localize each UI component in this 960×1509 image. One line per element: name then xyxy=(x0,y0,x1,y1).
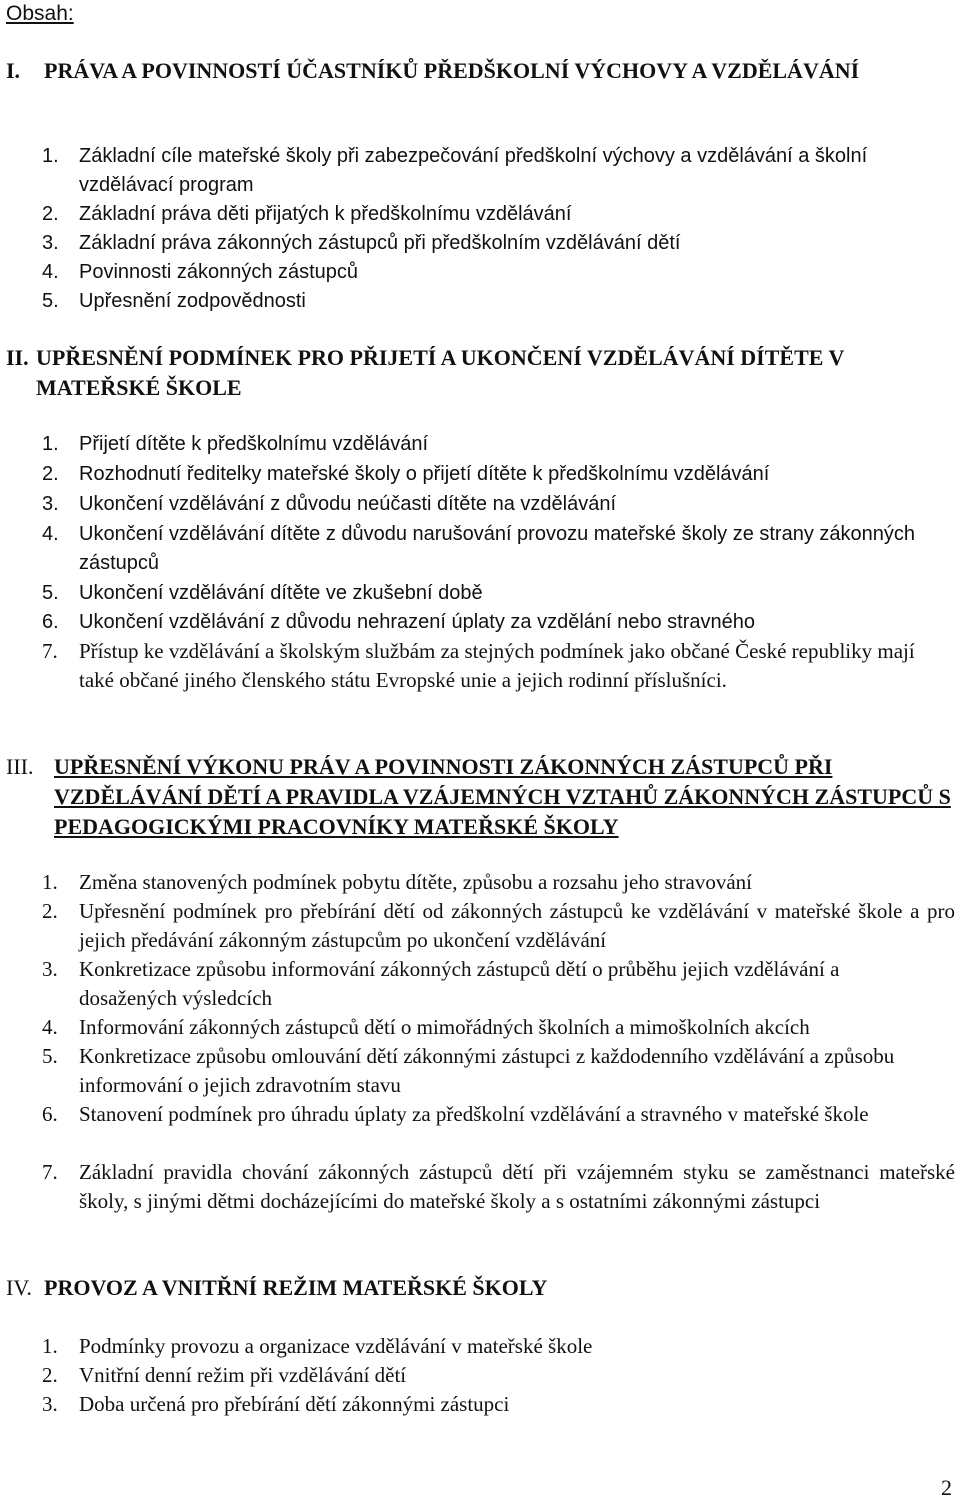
section-title: PROVOZ A VNITŘNÍ REŽIM MATEŘSKÉ ŠKOLY xyxy=(44,1275,548,1300)
item-text: Přijetí dítěte k předškolnímu vzdělávání xyxy=(79,433,429,455)
item-text: Základní cíle mateřské školy při zabezpečování předškolní výchovy a vzdělávání a školní vzdělávací program xyxy=(79,145,868,196)
item-text: Základní práva zákonných zástupců při předškolním vzdělávání dětí xyxy=(79,232,681,254)
list-item xyxy=(42,1158,957,1245)
item-number: 3. xyxy=(42,957,58,981)
item-text: Konkretizace způsobu informování zákonných zástupců dětí o průběhu jejich vzdělávání a dosažených výsledcích xyxy=(79,957,840,1010)
section-title: UPŘESNĚNÍ VÝKONU PRÁV A POVINNOSTI ZÁKONNÝCH ZÁSTUPCŮ PŘI VZDĚLÁVÁNÍ DĚTÍ A PRAVIDLA VZÁJEMNÝCH VZTAHŮ ZÁKONNÝCH ZÁSTUPCŮ S PEDAGOGICKÝMI PRACOVNÍKY MATEŘSKÉ ŠKOLY xyxy=(54,754,951,839)
list-item xyxy=(42,1042,957,1100)
section-title: PRÁVA A POVINNOSTÍ ÚČASTNÍKŮ PŘEDŠKOLNÍ VÝCHOVY A VZDĚLÁVÁNÍ xyxy=(44,58,860,83)
item-number: 2. xyxy=(42,203,59,225)
item-number: 4. xyxy=(42,523,59,545)
item-text: Základní pravidla chování zákonných zástupců dětí při vzájemném styku se zaměstnanci mateřské školy, s jinými dětmi docházejícími do mateřské školy a s ostatními zákonnými zástupci xyxy=(79,1160,955,1213)
list-item xyxy=(42,520,932,578)
section-III-heading xyxy=(6,752,956,844)
item-number: 7. xyxy=(42,1160,58,1184)
item-text: Ukončení vzdělávání dítěte ve zkušební době xyxy=(79,582,483,604)
item-number: 1. xyxy=(42,870,58,894)
section-number: I. xyxy=(6,58,21,83)
section-I-heading xyxy=(6,56,956,86)
item-number: 2. xyxy=(42,463,59,485)
item-text: Podmínky provozu a organizace vzdělávání v mateřské škole xyxy=(79,1334,593,1358)
list-item xyxy=(42,955,957,1013)
page-number: 2 xyxy=(941,1475,952,1500)
item-text: Ukončení vzdělávání z důvodu neúčasti dítěte na vzdělávání xyxy=(79,493,617,515)
item-text: Povinnosti zákonných zástupců xyxy=(79,261,359,283)
item-text: Vnitřní denní režim při vzdělávání dětí xyxy=(79,1363,407,1387)
item-number: 6. xyxy=(42,611,59,633)
item-number: 3. xyxy=(42,493,59,515)
list-item xyxy=(42,637,937,727)
item-number: 2. xyxy=(42,1363,58,1387)
item-number: 6. xyxy=(42,1102,58,1126)
item-number: 2. xyxy=(42,899,58,923)
item-number: 1. xyxy=(42,145,59,167)
item-number: 1. xyxy=(42,433,59,455)
item-text: Ukončení vzdělávání z důvodu nehrazení úplaty za vzdělání nebo stravného xyxy=(79,611,755,633)
item-number: 4. xyxy=(42,261,59,283)
section-title: UPŘESNĚNÍ PODMÍNEK PRO PŘIJETÍ A UKONČENÍ VZDĚLÁVÁNÍ DÍTĚTE V MATEŘSKÉ ŠKOLE xyxy=(36,345,845,400)
section-number: II. xyxy=(6,345,29,370)
item-text: Změna stanovených podmínek pobytu dítěte, způsobu a rozsahu jeho stravování xyxy=(79,870,752,894)
item-text: Upřesnění zodpovědnosti xyxy=(79,290,306,312)
item-text: Rozhodnutí ředitelky mateřské školy o přijetí dítěte k předškolnímu vzdělávání xyxy=(79,463,770,485)
item-number: 5. xyxy=(42,1044,58,1068)
item-number: 7. xyxy=(42,639,58,663)
section-II-heading xyxy=(6,343,956,400)
item-text: Konkretizace způsobu omlouvání dětí zákonnými zástupci z každodenního vzdělávání a způsobu informování o jejich zdravotním stavu xyxy=(79,1044,895,1097)
section-IV-heading xyxy=(6,1273,956,1303)
item-text: Základní práva děti přijatých k předškolnímu vzdělávání xyxy=(79,203,572,225)
contents-heading: Obsah: xyxy=(6,2,74,25)
list-item xyxy=(42,1100,957,1158)
item-text: Upřesnění podmínek pro přebírání dětí od zákonných zástupců ke vzdělávání v mateřské škole a pro jejich předávání zákonným zástupcům po ukončení vzdělávání xyxy=(79,899,955,952)
item-text: Stanovení podmínek pro úhradu úplaty za předškolní vzdělávání a stravného v mateřské škole xyxy=(79,1102,869,1126)
item-number: 5. xyxy=(42,290,59,312)
item-number: 4. xyxy=(42,1015,58,1039)
item-number: 5. xyxy=(42,582,59,604)
item-text: Informování zákonných zástupců dětí o mimořádných školních a mimoškolních akcích xyxy=(79,1015,810,1039)
item-number: 1. xyxy=(42,1334,58,1358)
section-number: IV. xyxy=(6,1275,32,1300)
section-number: III. xyxy=(6,754,34,779)
list-item xyxy=(42,897,957,955)
item-number: 3. xyxy=(42,232,59,254)
item-text: Doba určená pro přebírání dětí zákonnými zástupci xyxy=(79,1392,510,1416)
item-text: Ukončení vzdělávání dítěte z důvodu narušování provozu mateřské školy ze strany zákonných zástupců xyxy=(79,523,916,574)
item-text: Přístup ke vzdělávání a školským službám za stejných podmínek jako občané České republiky mají také občané jiného členského státu Evropské unie a jejich rodinní příslušníci. xyxy=(79,639,915,692)
item-number: 3. xyxy=(42,1392,58,1416)
